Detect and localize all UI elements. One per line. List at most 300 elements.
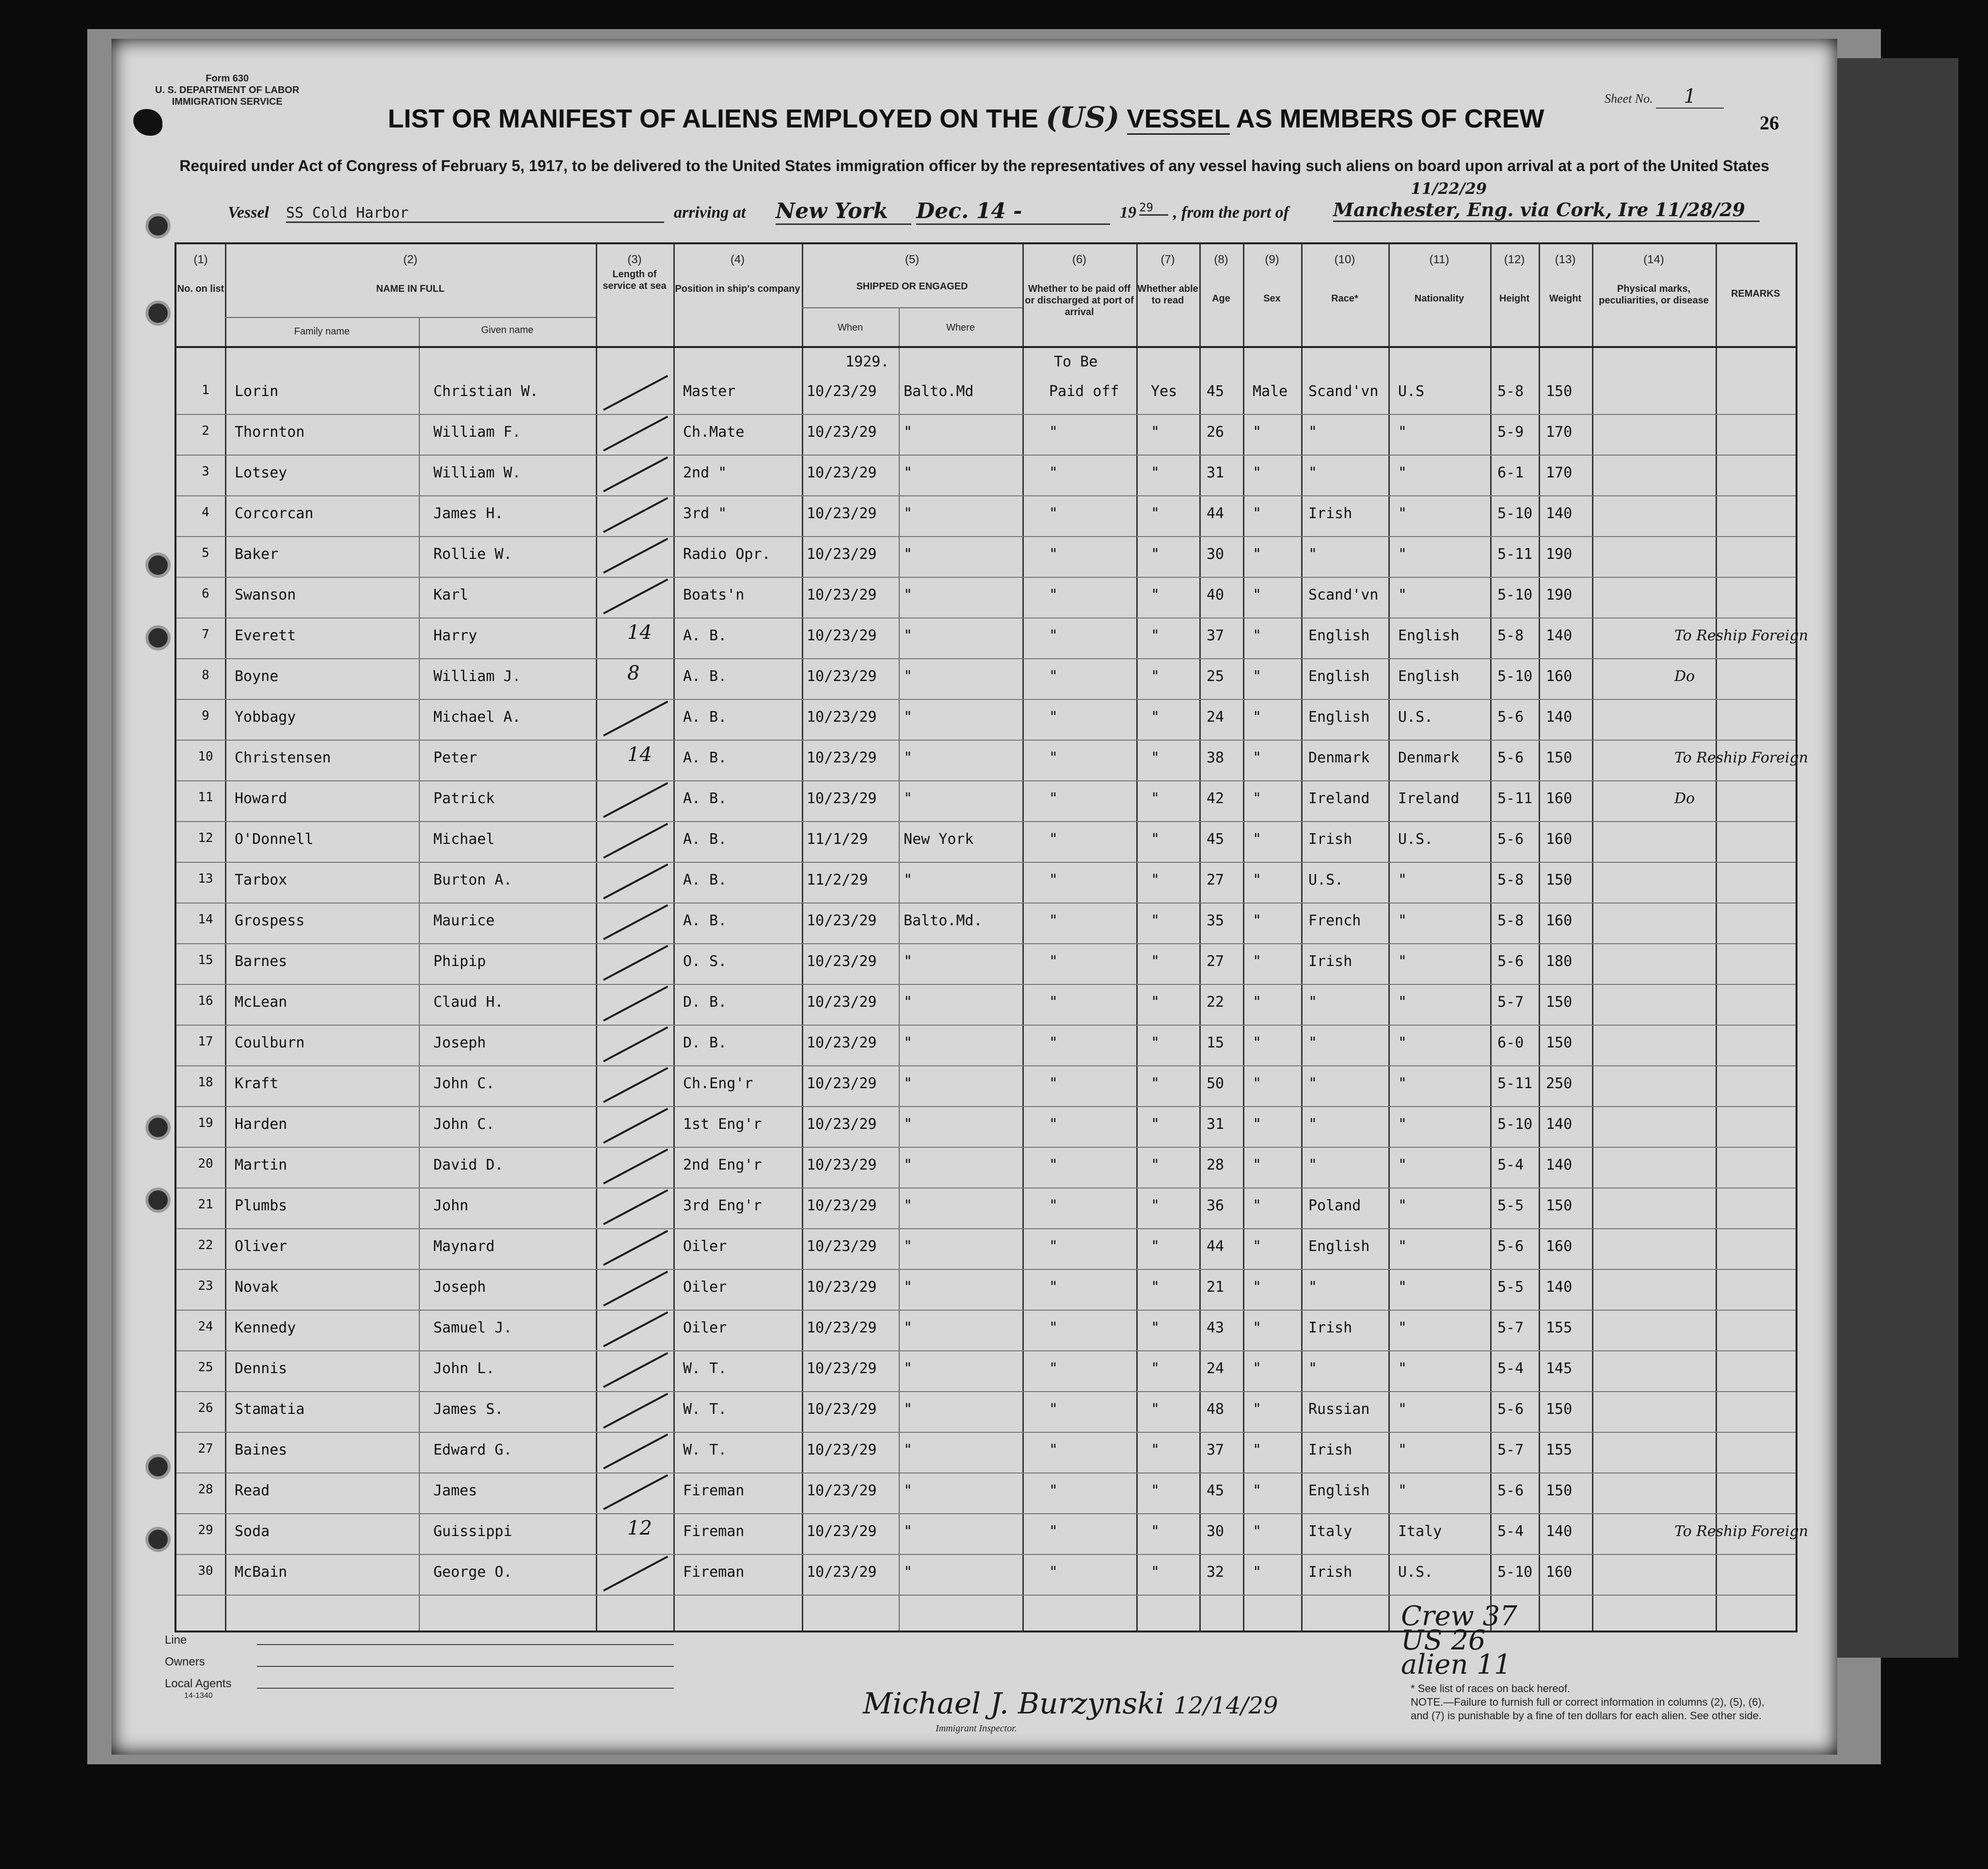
cell-age: 37: [1207, 1441, 1225, 1458]
cell-family: Tarbox: [235, 871, 287, 888]
cell-paid: ": [1049, 1034, 1058, 1051]
cell-where: Balto.Md: [904, 383, 974, 400]
cell-when: 10/23/29: [807, 790, 877, 807]
cell-nationality: ": [1398, 1238, 1407, 1255]
cell-age: 26: [1207, 424, 1225, 441]
cell-sex: ": [1253, 546, 1262, 563]
cell-paid: ": [1049, 546, 1058, 563]
table-row: [176, 1556, 1796, 1596]
cell-nationality: ": [1398, 1482, 1407, 1499]
cell-read: ": [1151, 1523, 1160, 1540]
cell-height: 5-8: [1497, 871, 1524, 888]
ink-blot-icon: [133, 109, 162, 136]
cell-sex: ": [1253, 1319, 1262, 1336]
cell-paid: ": [1049, 1075, 1058, 1092]
year-prefix: 19: [1120, 204, 1136, 222]
cell-no: 23: [198, 1279, 213, 1293]
table-row: [176, 864, 1796, 903]
service-dash-icon: [603, 1312, 668, 1347]
cell-read: ": [1151, 627, 1160, 644]
cell-where: ": [904, 1401, 913, 1418]
cell-nationality: ": [1398, 953, 1407, 970]
cell-position: 3rd ": [683, 505, 727, 522]
cell-given: Claud H.: [433, 994, 504, 1011]
cell-given: Samuel J.: [433, 1319, 512, 1336]
cell-position: 3rd Eng'r: [683, 1197, 762, 1214]
cell-position: W. T.: [683, 1360, 727, 1377]
cell-when: 11/1/29: [807, 831, 868, 848]
cell-read: ": [1151, 709, 1160, 726]
cell-position: Ch.Mate: [683, 424, 745, 441]
cell-nationality: English: [1398, 627, 1460, 644]
cell-race: ": [1308, 1116, 1318, 1133]
cell-read: ": [1151, 912, 1160, 929]
cell-read: ": [1151, 1116, 1160, 1133]
cell-race: Irish: [1308, 1319, 1352, 1336]
header-remarks: REMARKS: [1731, 288, 1781, 299]
cell-age: 42: [1207, 790, 1225, 807]
cell-given: Joseph: [433, 1279, 486, 1296]
service-dash-icon: [603, 375, 668, 411]
cell-when: 11/2/29: [807, 871, 868, 888]
table-row: [176, 538, 1796, 578]
cell-weight: 145: [1546, 1360, 1573, 1377]
cell-nationality: ": [1398, 1156, 1407, 1173]
service-dash-icon: [603, 1027, 668, 1062]
cell-given: James S.: [433, 1401, 504, 1418]
cell-height: 5-8: [1497, 627, 1524, 644]
service-dash-icon: [603, 457, 668, 492]
cell-no: 18: [198, 1075, 213, 1090]
cell-no: 27: [198, 1441, 213, 1456]
table-row: [176, 1230, 1796, 1270]
cell-read: ": [1151, 1564, 1160, 1581]
cell-height: 5-6: [1497, 1238, 1524, 1255]
cell-where: ": [904, 627, 913, 644]
cell-race: Scand'vn: [1308, 586, 1379, 603]
table-row: [176, 701, 1796, 741]
table-row: [176, 782, 1796, 822]
cell-where: New York: [904, 831, 974, 848]
binder-hole-icon: [145, 213, 171, 238]
cell-no: 24: [198, 1319, 213, 1334]
cell-family: Read: [235, 1482, 270, 1499]
header-race: Race*: [1331, 293, 1358, 304]
cell-race: Scand'vn: [1308, 383, 1379, 400]
cell-remarks: To Reship Foreign: [1674, 627, 1809, 644]
cell-when: 10/23/29: [807, 1197, 877, 1214]
cell-service: 8: [627, 662, 640, 684]
arrival-date: Dec. 14 -: [916, 199, 1110, 225]
cell-read: ": [1151, 994, 1160, 1011]
cell-paid: Paid off: [1049, 383, 1119, 400]
cell-nationality: ": [1398, 546, 1407, 563]
cell-given: John C.: [433, 1116, 495, 1133]
cell-family: Grospess: [235, 912, 305, 929]
cell-sex: ": [1253, 668, 1262, 685]
sheet-label: Sheet No.: [1605, 92, 1653, 106]
cell-paid: ": [1049, 1360, 1058, 1377]
cell-paid: ": [1049, 790, 1058, 807]
col-num-6: (6): [1072, 253, 1087, 266]
cell-no: 6: [202, 586, 209, 601]
service-dash-icon: [603, 416, 668, 452]
cell-when: 10/23/29: [807, 464, 877, 481]
cell-age: 44: [1207, 505, 1225, 522]
service-dash-icon: [603, 1352, 668, 1388]
line-label: Line: [165, 1633, 187, 1647]
cell-paid: ": [1049, 424, 1058, 441]
cell-family: Coulburn: [235, 1034, 305, 1051]
cell-read: ": [1151, 871, 1160, 888]
cell-weight: 160: [1546, 1238, 1573, 1255]
cell-read: ": [1151, 831, 1160, 848]
service-dash-icon: [603, 497, 668, 533]
cell-race: ": [1308, 1075, 1318, 1092]
cell-when: 10/23/29: [807, 505, 877, 522]
cell-weight: 150: [1546, 383, 1573, 400]
header-nationality: Nationality: [1414, 293, 1464, 304]
cell-where: ": [904, 586, 913, 603]
page-title: [388, 101, 1544, 135]
cell-no: 9: [202, 709, 209, 723]
header-shipped-engaged: SHIPPED OR ENGAGED: [856, 281, 968, 292]
cell-service: 14: [627, 744, 652, 766]
cell-sex: ": [1253, 1441, 1262, 1458]
cell-position: Fireman: [683, 1523, 745, 1540]
service-dash-icon: [603, 1474, 668, 1510]
cell-when: 10/23/29: [807, 1401, 877, 1418]
cell-family: Christensen: [235, 749, 331, 766]
manifest-table: [175, 242, 1809, 1632]
cell-no: 14: [198, 912, 213, 927]
cell-family: Thornton: [235, 424, 305, 441]
cell-position: D. B.: [683, 1034, 727, 1051]
cell-race: Irish: [1308, 831, 1352, 848]
service-dash-icon: [603, 1434, 668, 1470]
cell-where: ": [904, 1279, 913, 1296]
year: 29: [1139, 201, 1168, 216]
cell-family: Plumbs: [235, 1197, 287, 1214]
table-row: [176, 1352, 1796, 1392]
cell-height: 5-11: [1497, 790, 1533, 807]
arriving-label: arriving at: [674, 204, 746, 222]
cell-age: 27: [1207, 871, 1225, 888]
service-dash-icon: [603, 1393, 668, 1429]
header-able-to-read: Whether able to read: [1137, 284, 1198, 306]
cell-weight: 170: [1546, 424, 1573, 441]
col-num-2: (2): [403, 253, 418, 266]
cell-family: Everett: [235, 627, 296, 644]
cell-height: 5-10: [1497, 586, 1533, 603]
cell-height: 5-10: [1497, 1564, 1533, 1581]
underlying-page-edge: [1832, 58, 1958, 1658]
cell-read: ": [1151, 790, 1160, 807]
cell-weight: 140: [1546, 1279, 1573, 1296]
header-age: Age: [1212, 293, 1230, 304]
cell-height: 5-8: [1497, 912, 1524, 929]
cell-where: ": [904, 1441, 913, 1458]
from-port: Manchester, Eng. via Cork, Ire 11/28/29: [1333, 199, 1760, 222]
cell-paid: ": [1049, 668, 1058, 685]
cell-sex: ": [1253, 1075, 1262, 1092]
cell-when: 10/23/29: [807, 1034, 877, 1051]
cell-position: 2nd ": [683, 464, 727, 481]
cell-where: ": [904, 546, 913, 563]
table-row: [176, 457, 1796, 496]
cell-age: 36: [1207, 1197, 1225, 1214]
cell-weight: 150: [1546, 1034, 1573, 1051]
header-length-of-service: Length of service at sea: [603, 269, 667, 291]
cell-position: A. B.: [683, 668, 727, 685]
sheet-value: 1: [1656, 85, 1724, 109]
cell-paid: ": [1049, 1482, 1058, 1499]
cell-read: ": [1151, 1034, 1160, 1051]
cell-height: 5-10: [1497, 505, 1533, 522]
cell-where: ": [904, 1034, 913, 1051]
cell-where: ": [904, 1482, 913, 1499]
cell-given: Michael: [433, 831, 495, 848]
cell-sex: ": [1253, 1034, 1262, 1051]
cell-given: Maynard: [433, 1238, 495, 1255]
cell-race: English: [1308, 1482, 1370, 1499]
cell-age: 27: [1207, 953, 1225, 970]
cell-read: ": [1151, 1401, 1160, 1418]
cell-race: Italy: [1308, 1523, 1352, 1540]
service-dash-icon: [603, 823, 668, 859]
cell-paid: ": [1049, 1523, 1058, 1540]
cell-weight: 155: [1546, 1441, 1573, 1458]
cell-nationality: U.S.: [1398, 1564, 1433, 1581]
binder-hole-icon: [145, 1527, 171, 1552]
cell-race: Irish: [1308, 505, 1352, 522]
cell-weight: 150: [1546, 994, 1573, 1011]
cell-where: ": [904, 749, 913, 766]
cell-height: 5-10: [1497, 1116, 1533, 1133]
cell-paid: ": [1049, 1116, 1058, 1133]
cell-age: 24: [1207, 1360, 1225, 1377]
cell-race: English: [1308, 627, 1370, 644]
cell-age: 25: [1207, 668, 1225, 685]
cell-given: John L.: [433, 1360, 495, 1377]
owners-label: Owners: [165, 1655, 205, 1668]
cell-sex: ": [1253, 1156, 1262, 1173]
cell-read: ": [1151, 668, 1160, 685]
cell-no: 19: [198, 1116, 213, 1130]
cell-weight: 155: [1546, 1319, 1573, 1336]
cell-given: David D.: [433, 1156, 504, 1173]
cell-when: 10/23/29: [807, 1441, 877, 1458]
cell-height: 6-1: [1497, 464, 1524, 481]
cell-read: ": [1151, 1482, 1160, 1499]
service-dash-icon: [603, 1556, 668, 1592]
cell-when: 10/23/29: [807, 586, 877, 603]
service-dash-icon: [603, 701, 668, 737]
cell-sex: ": [1253, 871, 1262, 888]
cell-no: 1: [202, 383, 209, 397]
cell-weight: 150: [1546, 871, 1573, 888]
local-agents-label: Local Agents: [165, 1677, 232, 1690]
cell-given: William F.: [433, 424, 521, 441]
cell-sex: ": [1253, 464, 1262, 481]
vessel-label: Vessel: [228, 204, 269, 222]
table-row: [176, 823, 1796, 863]
races-note: * See list of races on back hereof.: [1411, 1682, 1570, 1695]
service-dash-icon: [603, 986, 668, 1022]
cell-paid: ": [1049, 1441, 1058, 1458]
cell-paid: ": [1049, 1197, 1058, 1214]
subtitle: Required under Act of Congress of February 5, 1917, to be delivered to the United States immigration officer by the representatives of any vessel having such aliens on board upon arrival at a port of the United States: [179, 157, 1769, 174]
col-num-1: (1): [193, 253, 208, 266]
cell-nationality: ": [1398, 1441, 1407, 1458]
cell-race: ": [1308, 994, 1318, 1011]
cell-family: Oliver: [235, 1238, 287, 1255]
title-handwritten: (US): [1046, 101, 1120, 135]
header-sex: Sex: [1263, 293, 1281, 304]
cell-sex: ": [1253, 1482, 1262, 1499]
cell-when: 10/23/29: [807, 953, 877, 970]
cell-where: ": [904, 505, 913, 522]
table-row: [176, 904, 1796, 944]
cell-race: Poland: [1308, 1197, 1361, 1214]
cell-age: 44: [1207, 1238, 1225, 1255]
cell-race: U.S.: [1308, 871, 1344, 888]
cell-weight: 190: [1546, 586, 1573, 603]
cell-paid: ": [1049, 749, 1058, 766]
cell-no: 3: [202, 464, 209, 479]
cell-weight: 140: [1546, 1156, 1573, 1173]
cell-nationality: U.S: [1398, 383, 1425, 400]
cell-height: 5-8: [1497, 383, 1524, 400]
cell-given: John: [433, 1197, 469, 1214]
cell-family: Stamatia: [235, 1401, 305, 1418]
cell-age: 45: [1207, 383, 1225, 400]
cell-given: Burton A.: [433, 871, 512, 888]
cell-age: 30: [1207, 1523, 1225, 1540]
cell-paid: ": [1049, 953, 1058, 970]
cell-remarks: Do: [1674, 790, 1695, 807]
cell-where: ": [904, 709, 913, 726]
cell-position: Ch.Eng'r: [683, 1075, 753, 1092]
cell-paid: ": [1049, 1279, 1058, 1296]
col-num-5: (5): [905, 253, 920, 266]
cell-no: 11: [198, 790, 213, 805]
cell-position: W. T.: [683, 1401, 727, 1418]
cell-paid: ": [1049, 994, 1058, 1011]
table-row: [176, 416, 1796, 456]
cell-no: 4: [202, 505, 209, 520]
cell-where: ": [904, 790, 913, 807]
cell-no: 2: [202, 424, 209, 438]
cell-height: 5-4: [1497, 1156, 1524, 1173]
cell-position: Boats'n: [683, 586, 745, 603]
cell-where: ": [904, 668, 913, 685]
cell-read: ": [1151, 953, 1160, 970]
paid-off-top: To Be: [1054, 353, 1098, 370]
inspector-signature: [863, 1687, 1278, 1721]
cell-given: Michael A.: [433, 709, 521, 726]
cell-race: English: [1308, 1238, 1370, 1255]
cell-race: French: [1308, 912, 1361, 929]
cell-no: 21: [198, 1197, 213, 1212]
manifest-page: [111, 39, 1837, 1755]
cell-height: 5-6: [1497, 953, 1524, 970]
binder-hole-icon: [145, 553, 171, 578]
cell-position: Fireman: [683, 1564, 745, 1581]
cell-weight: 160: [1546, 668, 1573, 685]
cell-paid: ": [1049, 831, 1058, 848]
cell-paid: ": [1049, 627, 1058, 644]
table-row: [176, 660, 1796, 700]
table-row: [176, 1027, 1796, 1066]
cell-given: Christian W.: [433, 383, 539, 400]
cell-no: 26: [198, 1401, 213, 1415]
table-row: [176, 579, 1796, 618]
cell-height: 5-5: [1497, 1197, 1524, 1214]
cell-when: 10/23/29: [807, 424, 877, 441]
cell-age: 22: [1207, 994, 1225, 1011]
cell-race: ": [1308, 424, 1318, 441]
cell-weight: 160: [1546, 1564, 1573, 1581]
table-row: [176, 1312, 1796, 1351]
cell-no: 30: [198, 1564, 213, 1578]
cell-position: 2nd Eng'r: [683, 1156, 762, 1173]
cell-age: 31: [1207, 464, 1225, 481]
cell-family: Lorin: [235, 383, 279, 400]
cell-height: 5-4: [1497, 1523, 1524, 1540]
cell-position: A. B.: [683, 627, 727, 644]
cell-nationality: Denmark: [1398, 749, 1460, 766]
cell-nationality: ": [1398, 1197, 1407, 1214]
cell-paid: ": [1049, 464, 1058, 481]
cell-given: Peter: [433, 749, 477, 766]
vessel-line: [228, 179, 1779, 228]
cell-where: ": [904, 1238, 913, 1255]
cell-sex: ": [1253, 994, 1262, 1011]
header-no-on-list: No. on list: [177, 284, 224, 294]
cell-position: A. B.: [683, 912, 727, 929]
cell-family: Martin: [235, 1156, 287, 1173]
cell-race: Denmark: [1308, 749, 1370, 766]
cell-sex: ": [1253, 831, 1262, 848]
cell-read: ": [1151, 464, 1160, 481]
cell-family: Lotsey: [235, 464, 287, 481]
title-left: LIST OR MANIFEST OF ALIENS EMPLOYED ON THE: [388, 104, 1039, 133]
cell-family: Yobbagy: [235, 709, 296, 726]
cell-weight: 140: [1546, 627, 1573, 644]
cell-position: Oiler: [683, 1279, 727, 1296]
cell-nationality: Italy: [1398, 1523, 1442, 1540]
cell-given: Maurice: [433, 912, 495, 929]
cell-read: ": [1151, 1156, 1160, 1173]
cell-nationality: ": [1398, 424, 1407, 441]
cell-where: ": [904, 1075, 913, 1092]
cell-height: 5-6: [1497, 709, 1524, 726]
cell-sex: ": [1253, 1523, 1262, 1540]
service-dash-icon: [603, 1230, 668, 1266]
service-dash-icon: [603, 538, 668, 574]
cell-sex: ": [1253, 953, 1262, 970]
service-dash-icon: [603, 864, 668, 900]
cell-sex: ": [1253, 1238, 1262, 1255]
cell-family: McBain: [235, 1564, 287, 1581]
cell-given: James: [433, 1482, 477, 1499]
cell-weight: 140: [1546, 505, 1573, 522]
cell-nationality: U.S.: [1398, 709, 1433, 726]
cell-when: 10/23/29: [807, 1319, 877, 1336]
cell-when: 10/23/29: [807, 1482, 877, 1499]
cell-weight: 140: [1546, 1116, 1573, 1133]
